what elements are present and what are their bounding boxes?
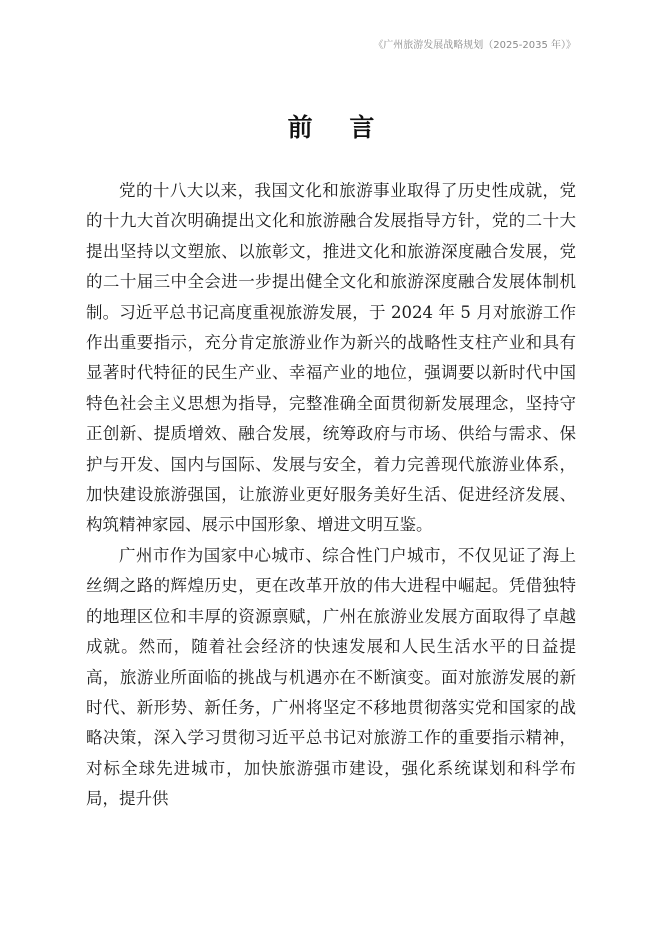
running-header: 《广州旅游发展战略规划（2025-2035 年）》 bbox=[373, 40, 576, 51]
paragraph: 广州市作为国家中心城市、综合性门户城市，不仅见证了海上丝绸之路的辉煌历史，更在改革开放的伟大进程中崛起。凭借独特的地理区位和丰厚的资源禀赋，广州在旅游业发展方面取得了卓越成就。然而，随着社会经济的快速发展和人民生活水平的日益提高，旅游业所面临的挑战与机遇亦在不断演变。面对旅游发展的新时代、新形势、新任务，广州将坚定不移地贯彻落实党和国家的战略决策，深入学习贯彻习近平总书记对旅游工作的重要指示精神，对标全球先进城市，加快旅游强市建设，强化系统谋划和科学布局，提升供 bbox=[86, 545, 576, 809]
section-title: 前 言 bbox=[287, 113, 389, 142]
body-text bbox=[86, 176, 576, 815]
paragraph: 党的十八大以来，我国文化和旅游事业取得了历史性成就，党的十九大首次明确提出文化和旅游融合发展指导方针，党的二十大提出坚持以文塑旅、以旅彰文，推进文化和旅游深度融合发展，党的二十届三中全会进一步提出健全文化和旅游深度融合发展体制机制。习近平总书记高度重视旅游发展，于 2024 年 5 月对旅游工作作出重要指示，充分肯定旅游业作为新兴的战略性支柱产业和具有显著时代特征的民生产业、幸福产业的地位，强调要以新时代中国特色社会主义思想为指导，完整准确全面贯彻新发展理念，坚持守正创新、提质增效、融合发展，统筹政府与市场、供给与需求、保护与开发、国内与国际、发展与安全，着力完善现代旅游业体系，加快建设旅游强国，让旅游业更好服务美好生活、促进经济发展、构筑精神家园、展示中国形象、增进文明互鉴。 bbox=[86, 181, 576, 535]
